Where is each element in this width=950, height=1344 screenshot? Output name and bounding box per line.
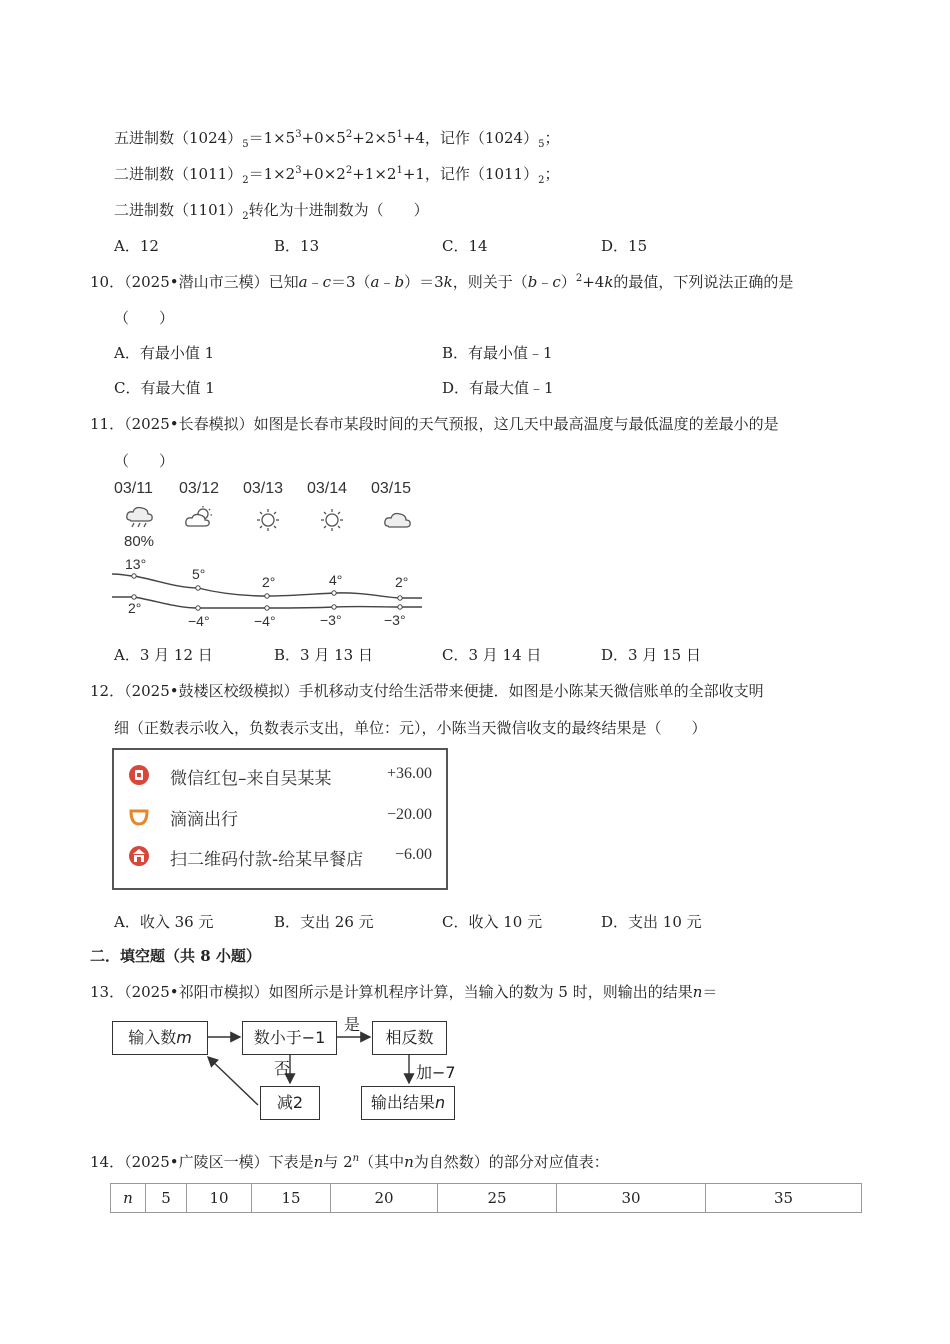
flow-negate-box: 相反数 (372, 1021, 447, 1055)
low-point (398, 605, 402, 609)
q12-option-c[interactable]: C．收入 10 元 (442, 913, 543, 931)
high-temp-label: 5° (192, 566, 206, 582)
program-flowchart (112, 1012, 462, 1124)
intro-line-2: 二进制数$(1011)_2=1\times 2^3+0\times 2^2+1\times 2^1+1$，记作$(1011)_2$； (114, 165, 560, 186)
flow-no-label: 否 (274, 1059, 291, 1078)
q11-option-c[interactable]: C．3 月 14 日 (442, 646, 542, 664)
high-temp-label: 2° (395, 574, 409, 590)
table-cell: 20 (331, 1184, 438, 1213)
sun-icon (257, 509, 279, 531)
q10-option-b[interactable]: B．有最小值﹣1 (442, 344, 553, 362)
rain-cloud-icon (127, 508, 152, 528)
q12-stem-line-1: 12．（2025•鼓楼区校级模拟）手机移动支付给生活带来便捷．如图是小陈某天微信账单的全部收支明 (90, 682, 764, 700)
table-row (111, 1184, 862, 1213)
intro-line-1: 五进制数$(1024)_5=1\times 5^3+0\times 5^2+2\times 5^1+4$，记作$(1024)_5$； (114, 129, 560, 150)
bill-amount: −20.00 (386, 806, 432, 823)
didi-icon (128, 805, 150, 827)
q11-paren: （ ） (114, 452, 175, 470)
high-point (132, 574, 136, 578)
bill-row (114, 801, 446, 831)
high-point (196, 586, 200, 590)
date-label: 03/12 (179, 480, 220, 497)
table-cell: 25 (438, 1184, 557, 1213)
q11-stem: 11．（2025•长春模拟）如图是长春市某段时间的天气预报，这几天中最高温度与最低温度的差最小的是 (90, 415, 779, 433)
bill-amount: −6.00 (394, 846, 432, 863)
table-header-cell: n (111, 1184, 146, 1213)
bill-description: 微信红包–来自吴某某 (170, 769, 332, 789)
q13-stem: 13．（2025•祁阳市模拟）如图所示是计算机程序计算，当输入的数为 5 时，则输出的结果n＝ (90, 983, 718, 1001)
low-point (332, 605, 336, 609)
table-cell: 15 (252, 1184, 331, 1213)
table-cell: 10 (187, 1184, 252, 1213)
q11-option-b[interactable]: B．3 月 13 日 (274, 646, 373, 664)
q9-option-b[interactable]: B．13 (274, 237, 320, 255)
bill-description: 扫二维码付款-给某早餐店 (170, 850, 364, 870)
q10-stem: 10．（2025•潜山市三模）已知a﹣c＝3（a﹣b）＝3k，则关于（b﹣c）$^2$+4k的最值，下列说法正确的是 (90, 273, 794, 291)
high-temp-label: 2° (262, 574, 276, 590)
section-heading: 二．填空题（共 8 小题） (90, 947, 261, 965)
high-point (265, 594, 269, 598)
q9-option-c[interactable]: C．14 (442, 237, 488, 255)
q11-option-d[interactable]: D．3 月 15 日 (601, 646, 701, 664)
q10-option-c[interactable]: C．有最大值 1 (114, 379, 215, 397)
q10-paren: （ ） (114, 309, 175, 327)
flow-subtract-box: 减2 (260, 1086, 320, 1120)
weather-graph (112, 476, 424, 631)
rain-probability: 80% (124, 533, 155, 550)
wechat-bill-figure (112, 748, 448, 890)
q11-option-a[interactable]: A．3 月 12 日 (114, 646, 213, 664)
table-cell: 5 (146, 1184, 187, 1213)
q10-option-d[interactable]: D．有最大值﹣1 (442, 379, 554, 397)
flow-input-box: 输入数m (112, 1021, 208, 1055)
bill-row (114, 760, 446, 790)
date-label: 03/15 (371, 480, 412, 497)
intro-line-3: 二进制数$(1101)_2$转化为十进制数为（ ） (114, 201, 429, 222)
weather-forecast-figure (112, 476, 424, 631)
value-table (110, 1183, 862, 1213)
date-label: 03/13 (243, 480, 284, 497)
shop-icon (128, 845, 150, 867)
low-temp-label: −3° (384, 612, 406, 628)
q14-stem: 14．（2025•广陵区一模）下表是n与 2$^n$（其中n为自然数）的部分对应值表： (90, 1153, 609, 1171)
low-temp-label: −3° (320, 612, 342, 628)
q12-stem-line-2: 细（正数表示收入，负数表示支出，单位：元），小陈当天微信收支的最终结果是（ ） (114, 719, 707, 737)
bill-description: 滴滴出行 (170, 810, 238, 830)
cloud-icon (385, 514, 410, 528)
q10-option-a[interactable]: A．有最小值 1 (114, 344, 215, 362)
flow-condition-box: 数小于−1 (242, 1021, 337, 1055)
low-point (196, 606, 200, 610)
q12-option-b[interactable]: B．支出 26 元 (274, 913, 374, 931)
flow-output-box: 输出结果n (361, 1086, 455, 1120)
q9-option-d[interactable]: D．15 (601, 237, 648, 255)
high-point (332, 591, 336, 595)
low-point (132, 595, 136, 599)
flow-add-label: 加−7 (416, 1063, 456, 1082)
low-temp-label: −4° (254, 613, 276, 629)
bill-row (114, 841, 446, 871)
low-temp-label: 2° (128, 600, 142, 616)
table-cell: 35 (706, 1184, 862, 1213)
bill-amount: +36.00 (386, 765, 432, 782)
partly-sunny-icon (186, 506, 212, 526)
low-point (265, 606, 269, 610)
low-temp-label: −4° (188, 613, 210, 629)
q12-option-d[interactable]: D．支出 10 元 (601, 913, 702, 931)
flow-yes-label: 是 (344, 1015, 361, 1034)
table-cell: 30 (557, 1184, 706, 1213)
q12-option-a[interactable]: A．收入 36 元 (114, 913, 214, 931)
high-temp-label: 13° (125, 556, 147, 572)
red-packet-icon (128, 764, 150, 786)
date-label: 03/14 (307, 480, 348, 497)
high-temp-label: 4° (329, 572, 343, 588)
date-label: 03/11 (114, 480, 153, 497)
high-point (398, 596, 402, 600)
q9-option-a[interactable]: A．12 (114, 237, 159, 255)
sun-icon (321, 509, 343, 531)
